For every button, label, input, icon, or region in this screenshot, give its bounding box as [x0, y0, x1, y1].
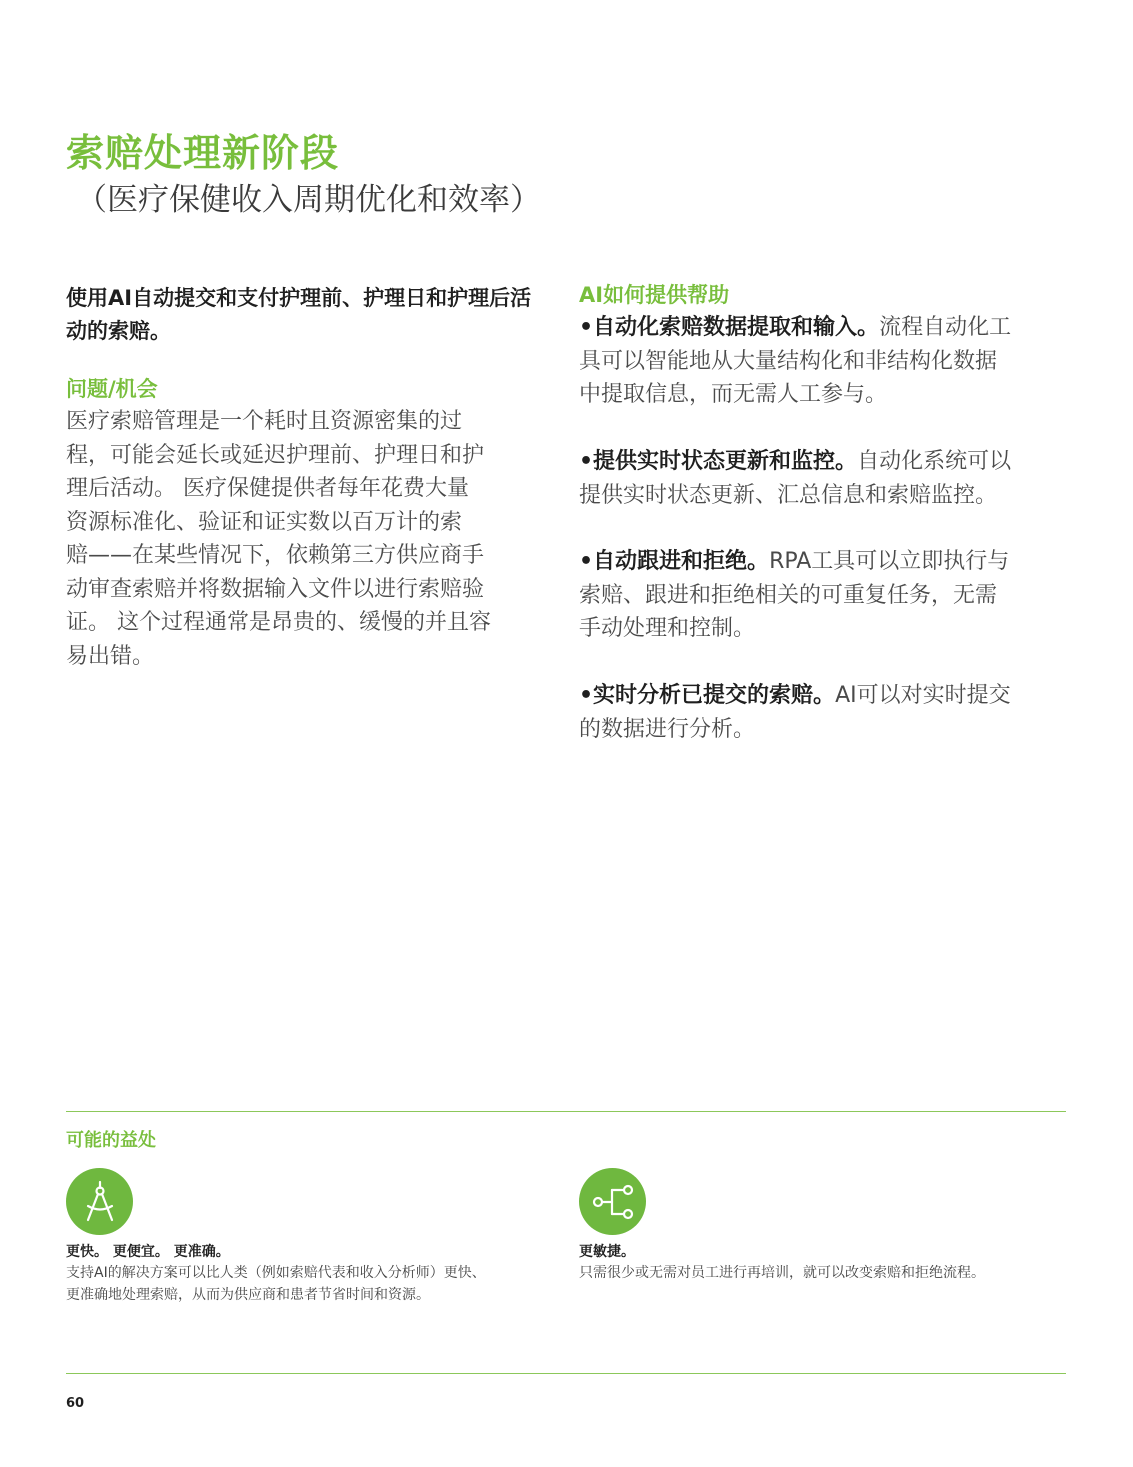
- divider-bottom: [66, 1373, 1066, 1374]
- bullet-text: AI可以对实时提交: [835, 683, 1011, 708]
- bullet-item: [579, 545, 1069, 646]
- compass-icon: [66, 1168, 133, 1235]
- benefit-title: 更敏捷。: [579, 1244, 635, 1260]
- bullet-lead: •自动跟进和拒绝。: [579, 549, 770, 574]
- problem-heading: 问题/机会: [66, 377, 158, 401]
- lead-statement: 使用AI自动提交和支付护理前、护理日和护理后活动的索赔。: [66, 286, 532, 343]
- bullet-line: 索赔、跟进和拒绝相关的可重复任务，无需: [579, 582, 998, 608]
- page-number: 60: [66, 1396, 85, 1411]
- problem-line: 程，可能会延长或延迟护理前、护理日和护: [66, 442, 485, 468]
- bullet-item: [579, 679, 1069, 746]
- benefit-title: 更快。 更便宜。 更准确。: [66, 1244, 230, 1260]
- bullet-text: 流程自动化工: [879, 315, 1012, 340]
- problem-line: 动审查索赔并将数据输入文件以进行索赔验: [66, 576, 485, 602]
- problem-line: 资源标准化、验证和证实数以百万计的索: [66, 509, 463, 535]
- bullet-line: [579, 311, 1069, 345]
- problem-line: 医疗索赔管理是一个耗时且资源密集的过: [66, 409, 463, 434]
- bullet-line: [579, 679, 1069, 713]
- bullet-text: RPA工具可以立即执行与: [769, 549, 1010, 574]
- bullet-line: 的数据进行分析。: [579, 716, 756, 742]
- bullet-line: 提供实时状态更新、汇总信息和索赔监控。: [579, 482, 998, 508]
- bullet-line: 中提取信息，而无需人工参与。: [579, 382, 888, 407]
- page-title: 索赔处理新阶段: [66, 131, 340, 175]
- bullet-lead: •提供实时状态更新和监控。: [579, 449, 858, 474]
- divider-top: [66, 1111, 1066, 1112]
- bullet-text: 自动化系统可以: [857, 449, 1012, 474]
- bullet-item: [579, 445, 1069, 512]
- problem-paragraph: [66, 405, 544, 673]
- bullet-line: [579, 545, 1069, 579]
- problem-line: 赔——在某些情况下，依赖第三方供应商手: [66, 543, 485, 568]
- bullet-line: [579, 445, 1069, 479]
- bullet-item: [579, 311, 1069, 412]
- bullet-lead: •实时分析已提交的索赔。: [579, 683, 836, 708]
- share-nodes-icon: [579, 1168, 646, 1235]
- problem-line: 易出错。: [66, 643, 155, 669]
- bullet-line: 手动处理和控制。: [579, 616, 756, 641]
- bullet-line: 具可以智能地从大量结构化和非结构化数据: [579, 348, 998, 374]
- problem-line: 理后活动。 医疗保健提供者每年花费大量: [66, 476, 469, 501]
- benefit-card: [579, 1168, 1059, 1284]
- benefit-text: 支持AI的解决方案可以比人类（例如索赔代表和收入分析师）更快、: [66, 1265, 486, 1281]
- benefits-heading: 可能的益处: [66, 1130, 156, 1151]
- benefit-card: [66, 1168, 546, 1306]
- ai-help-heading: AI如何提供帮助: [579, 283, 730, 307]
- benefit-text: 更准确地处理索赔，从而为供应商和患者节省时间和资源。: [66, 1287, 430, 1303]
- problem-line: 证。 这个过程通常是昂贵的、缓慢的并且容: [66, 610, 491, 635]
- bullet-lead: •自动化索赔数据提取和输入。: [579, 315, 880, 340]
- page-subtitle: （医疗保健收入周期优化和效率）: [76, 182, 541, 218]
- benefit-text: 只需很少或无需对员工进行再培训，就可以改变索赔和拒绝流程。: [579, 1265, 985, 1281]
